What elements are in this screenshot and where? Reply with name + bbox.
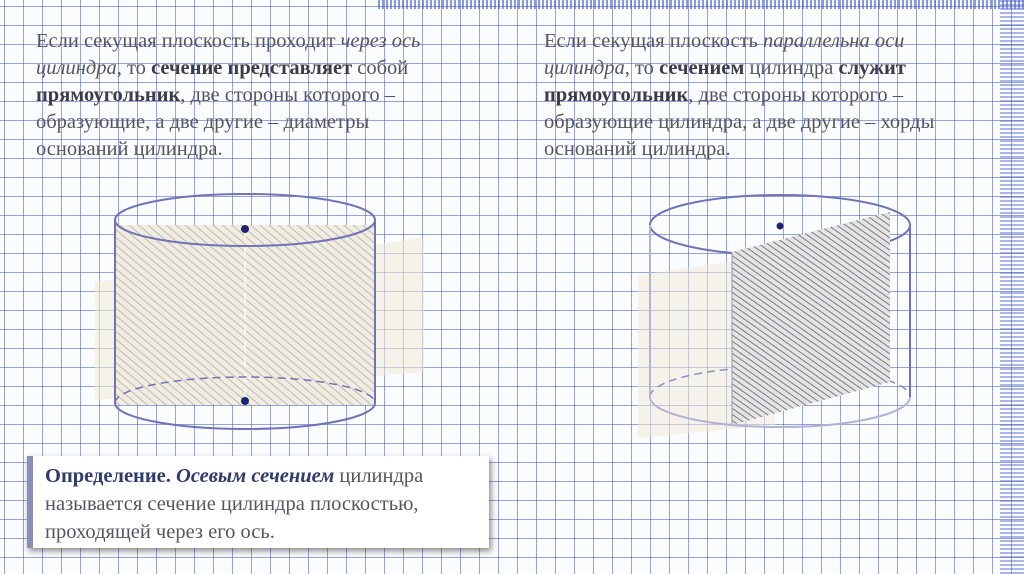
definition-text: цилиндра называется сечение цилиндра плоскостью, проходящей через его ось. bbox=[45, 465, 424, 543]
definition-box bbox=[27, 456, 489, 548]
left-paragraph: Если секущая плоскость проходит через ось цилиндра, то сечение представляет собой прямоугольник, две стороны которого – образующие, а две другие – диаметры оснований цилиндра. bbox=[36, 30, 421, 160]
right-parallel-section bbox=[732, 212, 890, 425]
left-axis-bottom-point bbox=[241, 397, 249, 405]
right-paragraph: Если секущая плоскость параллельна оси цилиндра, то сечением цилиндра служит прямоугольник, две стороны которого – образующие цилиндра, а две другие – хорды оснований цилиндра. bbox=[544, 30, 935, 160]
definition-label: Определение. bbox=[45, 465, 171, 487]
left-cylinder bbox=[95, 194, 424, 429]
left-axis-top-point bbox=[241, 225, 249, 233]
definition-term: Осевым сечением bbox=[176, 465, 335, 487]
right-axis-top-point bbox=[777, 223, 784, 230]
left-bottom-base-front bbox=[115, 403, 375, 429]
right-cylinder bbox=[638, 195, 910, 438]
